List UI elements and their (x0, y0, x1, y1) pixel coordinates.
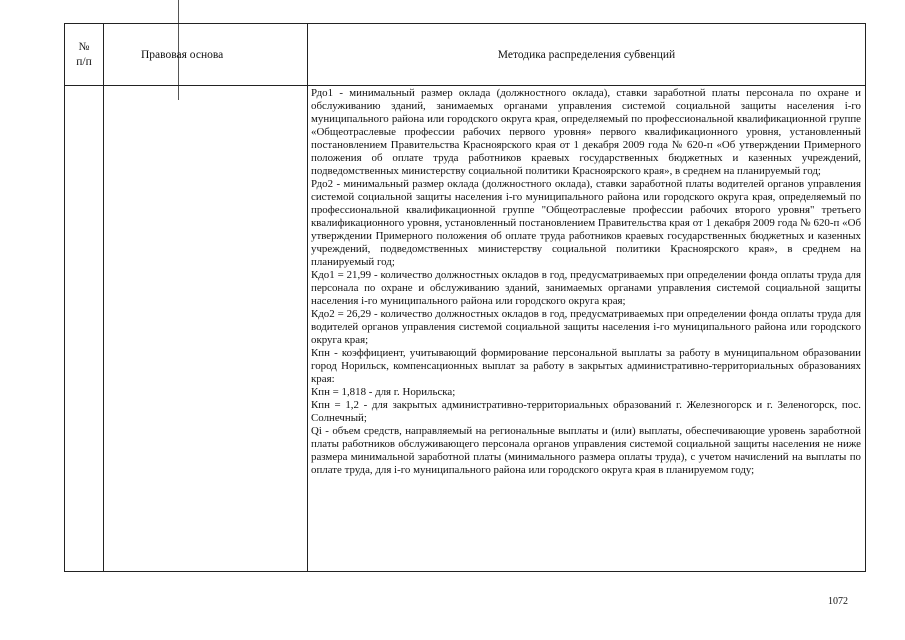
methodology-table (64, 23, 866, 572)
paragraph-rdo1: Рдо1 - минимальный размер оклада (должностного оклада), ставки заработной платы персонала по охране и обслуживанию зданий, занимаемых органами управления системой социальной защиты населения i-го муниципального района или городского округа края, определяемый по профессиональной квалификационной группе «Общеотраслевые профессии рабочих первого уровня» первого квалификационного уровня, установленный постановлением Правительства Красноярского края от 1 декабря 2009 года № 620-п «Об утверждении Примерного положения об оплате труда работников краевых государственных бюджетных и казенных учреждений, подведомственных министерству социальной политики Красноярского края», в среднем на планируемый год; (311, 87, 861, 177)
header-number-symbol: № (78, 40, 90, 53)
table-row (65, 86, 866, 572)
paragraph-kpn: Кпн - коэффициент, учитывающий формирование персональной выплаты за работу в муниципальном образовании город Норильск, компенсационных выплат за работу в закрытых административно-территориальных образованиях края: (311, 347, 861, 385)
header-number (65, 24, 104, 86)
cell-number (65, 86, 104, 572)
paragraph-kdo1: Кдо1 = 21,99 - количество должностных окладов в год, предусматриваемых при определении фонда оплаты труда для персонала по охране и обслуживанию зданий, занимаемых органами управления системой социальной защиты населения i-го муниципального района или городского округа края; (311, 269, 861, 307)
table-header-row (65, 24, 866, 86)
page-number: 1072 (828, 596, 848, 607)
paragraph-kpn-norilsk: Кпн = 1,818 - для г. Норильска; (311, 386, 456, 398)
paragraph-kpn-zato: Кпн = 1,2 - для закрытых административно-территориальных образований г. Железногорск и г. Зеленогорск, пос. Солнечный; (311, 399, 861, 424)
paragraph-qi: Qi - объем средств, направляемый на региональные выплаты и (или) выплаты, обеспечивающие уровень заработной платы работников обслуживающего персонала органов управления системой социальной защиты населения не ниже размера минимальной заработной платы (минимального размера оплаты труда), с учетом начислений на выплаты по оплате труда, для i-го муниципального района или городского округа края в планируемом году; (311, 425, 861, 476)
header-number-abbr: п/п (76, 55, 92, 68)
cell-methodology (308, 86, 866, 572)
header-legal-basis: Правовая основа (104, 24, 308, 86)
header-methodology: Методика распределения субвенций (308, 24, 866, 86)
paragraph-kdo2: Кдо2 = 26,29 - количество должностных окладов в год, предусматриваемых при определении фонда оплаты труда для водителей органов управления системой социальной защиты населения i-го муниципального района или городского округа края; (311, 308, 861, 346)
paragraph-rdo2: Рдо2 - минимальный размер оклада (должностного оклада), ставки заработной платы водителей органов управления системой социальной защиты населения i-го муниципального района или городского округа края, определяемый по профессиональной квалификационной группе "Общеотраслевые профессии рабочих второго уровня" третьего квалификационного уровня, установленный постановлением Правительства края от 1 декабря 2009 года № 620-п «Об утверждении Примерного положения об оплате труда работников краевых государственных бюджетных и казенных учреждений, подведомственных министерству социальной политики Красноярского края», в среднем на планируемый год; (311, 178, 861, 268)
cell-legal-basis (104, 86, 308, 572)
